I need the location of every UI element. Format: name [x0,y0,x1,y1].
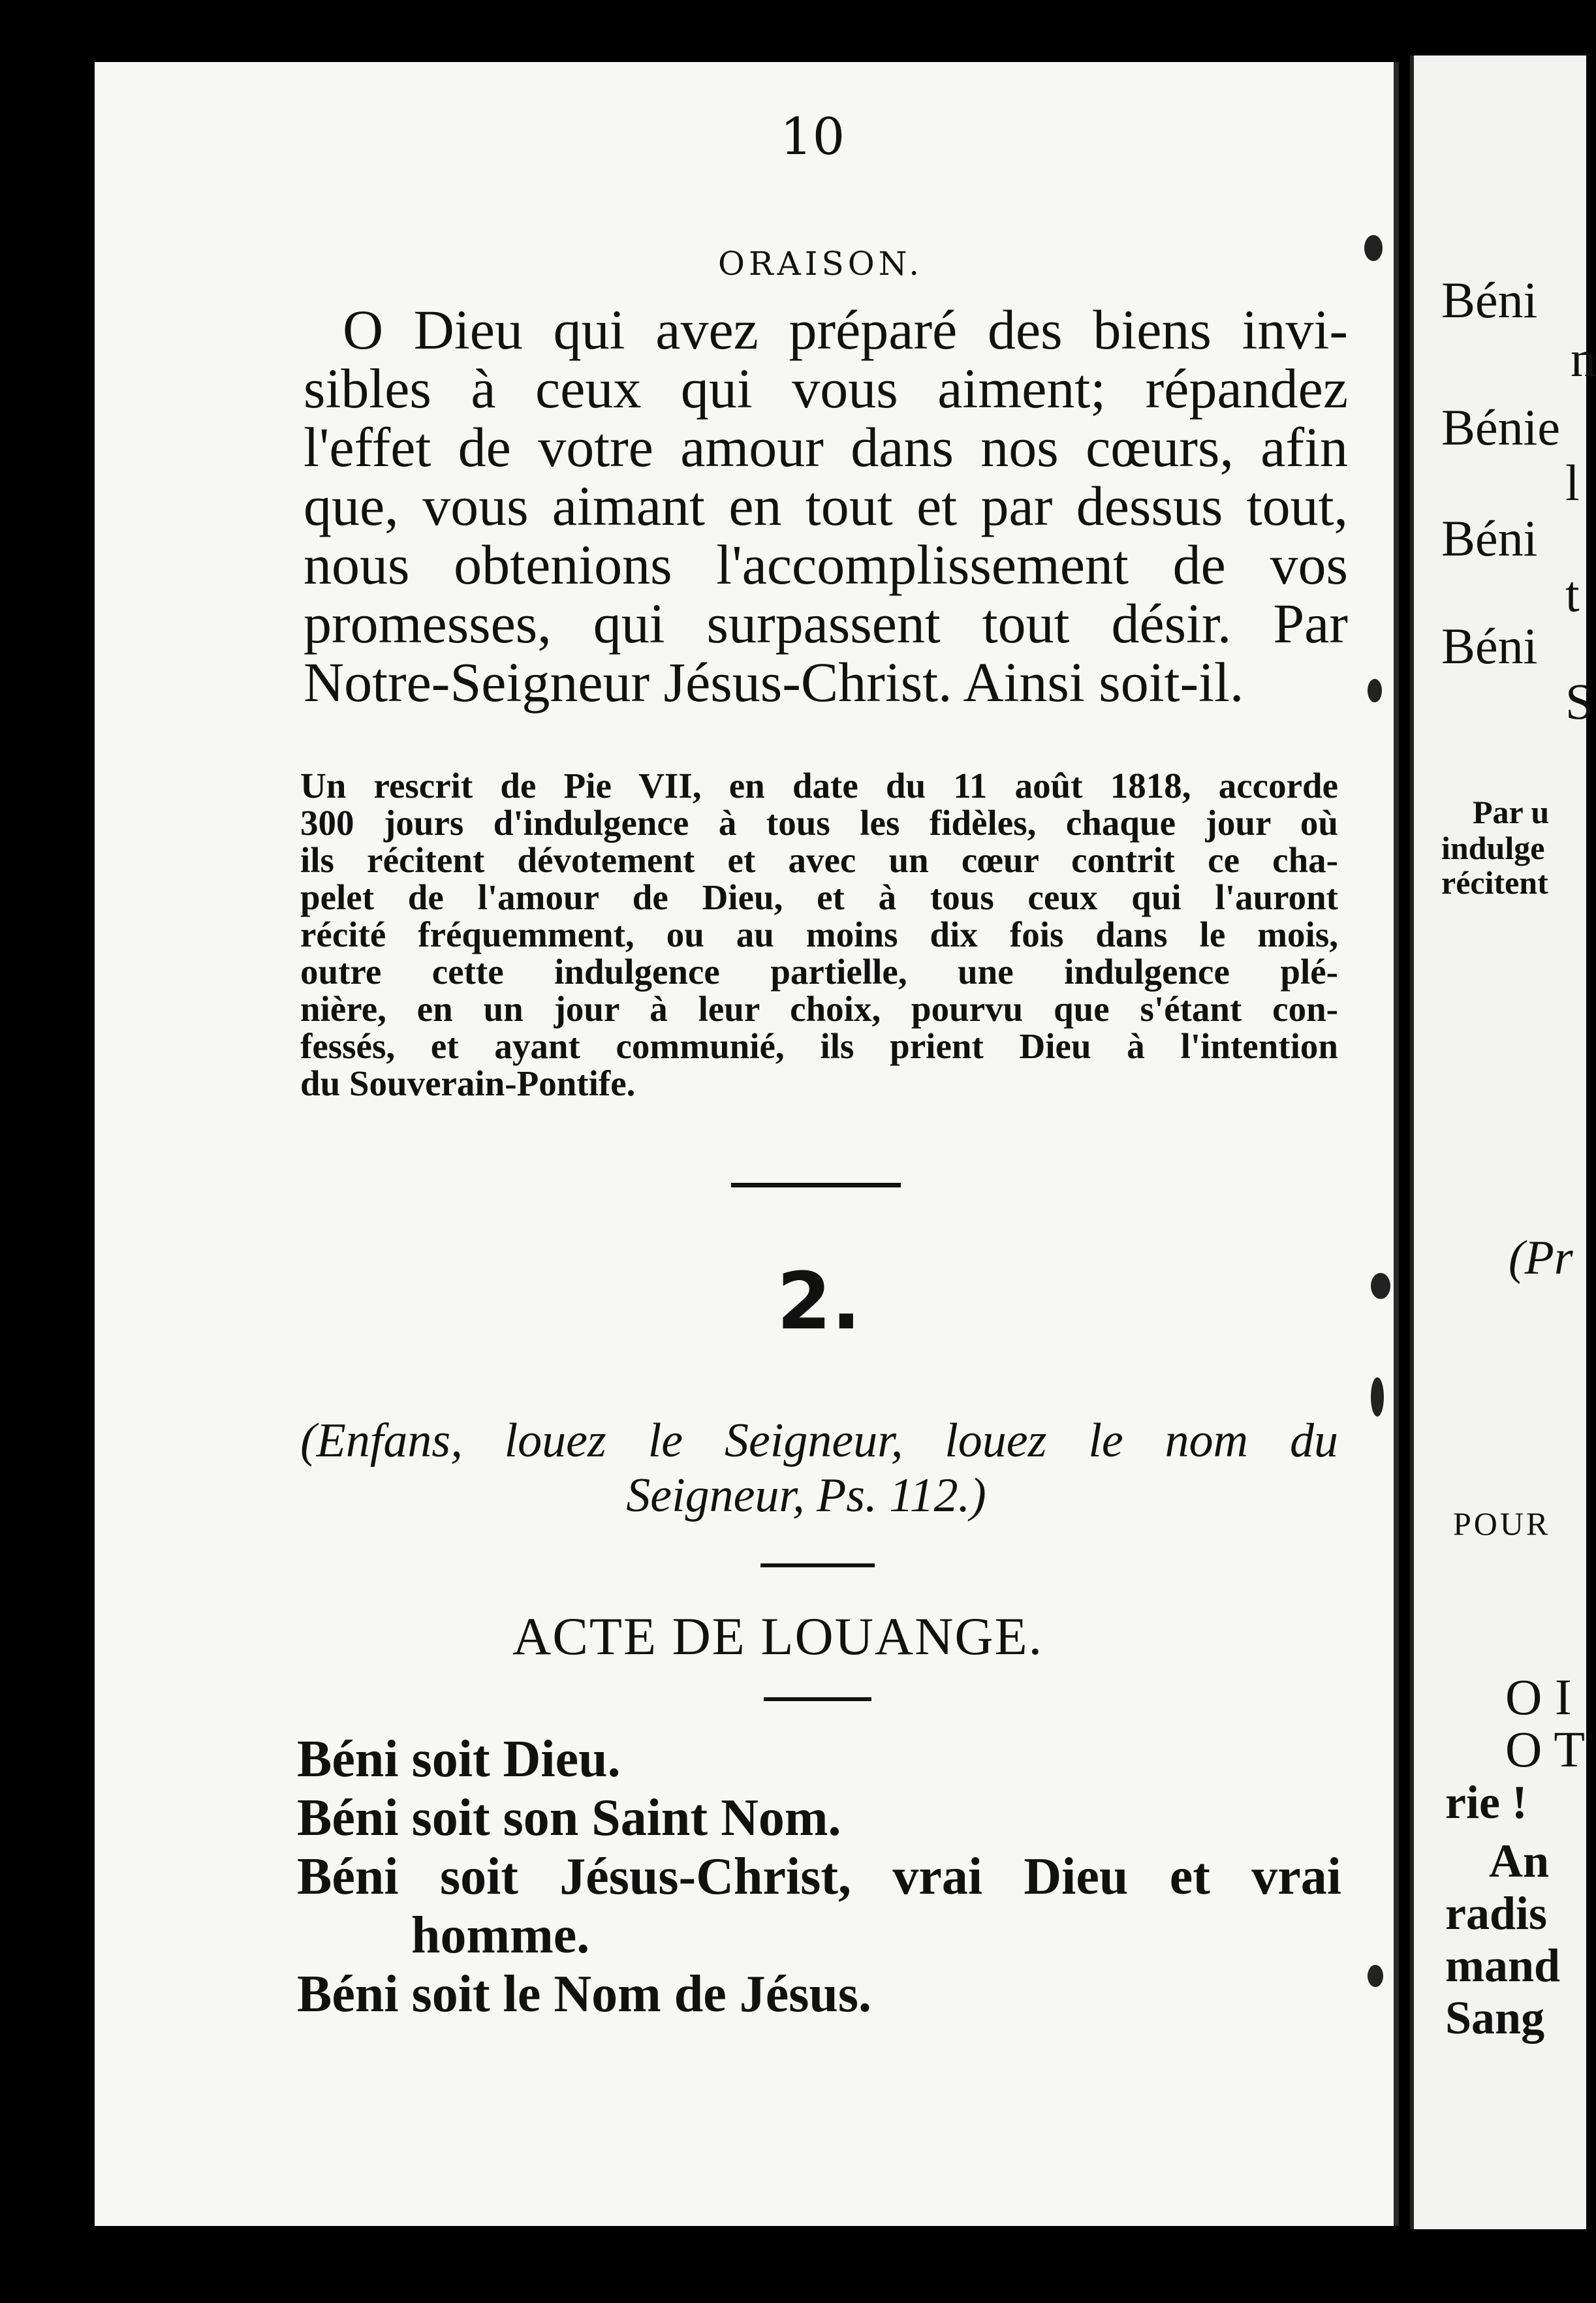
right-page-fragment: Sang [1445,1992,1545,2044]
note-line: Un rescrit de Pie VII, en date du 11 août 1818, accorde [300,766,1338,806]
scan-blemish [1364,235,1383,261]
prayer-line: l'effet de votre amour dans nos cœurs, afin [304,416,1348,478]
prayer-line: sibles à ceux qui vous aiment; répandez [304,357,1348,420]
right-page-fragment: mand [1445,1939,1561,1992]
scan-blemish [1371,1273,1390,1299]
scan-blemish [1368,1965,1383,1987]
blessing-list [297,1730,1341,2024]
prayer-line: nous obtenions l'accomplissement de vos [304,533,1348,596]
note-line: pelet de l'amour de Dieu, et à tous ceux qui l'auront [300,877,1338,917]
prayer-line: que, vous aimant en tout et par dessus tout, [304,475,1348,537]
right-page-fragment: radis [1445,1887,1548,1939]
right-page-fragment: Béni [1441,618,1538,674]
short-rule-bottom [764,1697,871,1701]
page-number: 10 [780,108,845,166]
note-line: 300 jours d'indulgence à tous les fidèles, chaque jour où [300,803,1338,843]
note-line: nière, en un jour à leur choix, pourvu que s'étant con- [300,989,1338,1029]
right-page-fragment: Bénie [1441,399,1560,456]
note-line: outre cette indulgence partielle, une indulgence plé- [300,952,1338,992]
right-page-fragment: n [1571,330,1596,387]
section-number: 2. [777,1257,862,1347]
short-rule-top [760,1563,875,1567]
prayer-line: O Dieu qui avez préparé des biens invi- [343,298,1348,361]
scan-border-left [0,0,95,2303]
blessing-line: Béni soit Jésus-Christ, vrai Dieu et vrai [297,1848,1341,1905]
right-page-fragment: (Pr [1509,1231,1573,1285]
right-page-fragment: indulge [1441,830,1545,866]
right-page-fragment: l [1565,454,1580,511]
right-page-fragment: O T [1505,1721,1586,1778]
right-page-fragment: POUR [1453,1505,1551,1542]
scan-border-bottom [0,2265,1582,2303]
act-heading: ACTE DE LOUANGE. [512,1606,1044,1666]
right-page-fragment: Béni [1441,272,1538,328]
blessing-line: Béni soit son Saint Nom. [297,1789,841,1847]
prayer-paragraph [304,300,1348,712]
right-page-fragment: An [1489,1835,1550,1887]
scan-blemish [1368,679,1382,702]
note-line: du Souverain-Pontife. [300,1063,636,1103]
right-page-fragment: t [1565,565,1580,622]
note-line: récité fréquemment, ou au moins dix fois dans le mois, [300,915,1338,954]
right-page-fragment: Par u [1473,794,1550,830]
section-heading-oraison: ORAISON. [718,245,924,283]
right-page-fragment: récitent [1441,864,1548,901]
blessing-line: Béni soit le Nom de Jésus. [297,1966,871,2023]
psalm-citation [300,1413,1338,1523]
right-page-fragment: rie ! [1445,1776,1527,1828]
indulgence-note [300,767,1338,1102]
prayer-line: promesses, qui surpassent tout désir. Par [304,592,1348,655]
right-page-fragment: O I [1505,1668,1572,1725]
right-page [1410,55,1596,2229]
note-line: fessés, et ayant communié, ils prient Dieu à l'intention [300,1026,1338,1066]
psalm-line: Seigneur, Ps. 112.) [626,1469,986,1522]
scan-blemish [1371,1377,1384,1417]
psalm-line: (Enfans, louez le Seigneur, louez le nom du [300,1414,1338,1467]
section-divider [731,1183,901,1187]
note-line: ils récitent dévotement et avec un cœur contrit ce cha- [300,840,1338,880]
blessing-line: Béni soit Dieu. [297,1731,621,1788]
scan-border-top [0,0,1582,39]
prayer-line: Notre-Seigneur Jésus-Christ. Ainsi soit-il. [304,651,1244,713]
right-page-fragment: Béni [1441,510,1538,567]
blessing-line: homme. [411,1907,590,1964]
right-page-fragment: S [1565,673,1594,730]
